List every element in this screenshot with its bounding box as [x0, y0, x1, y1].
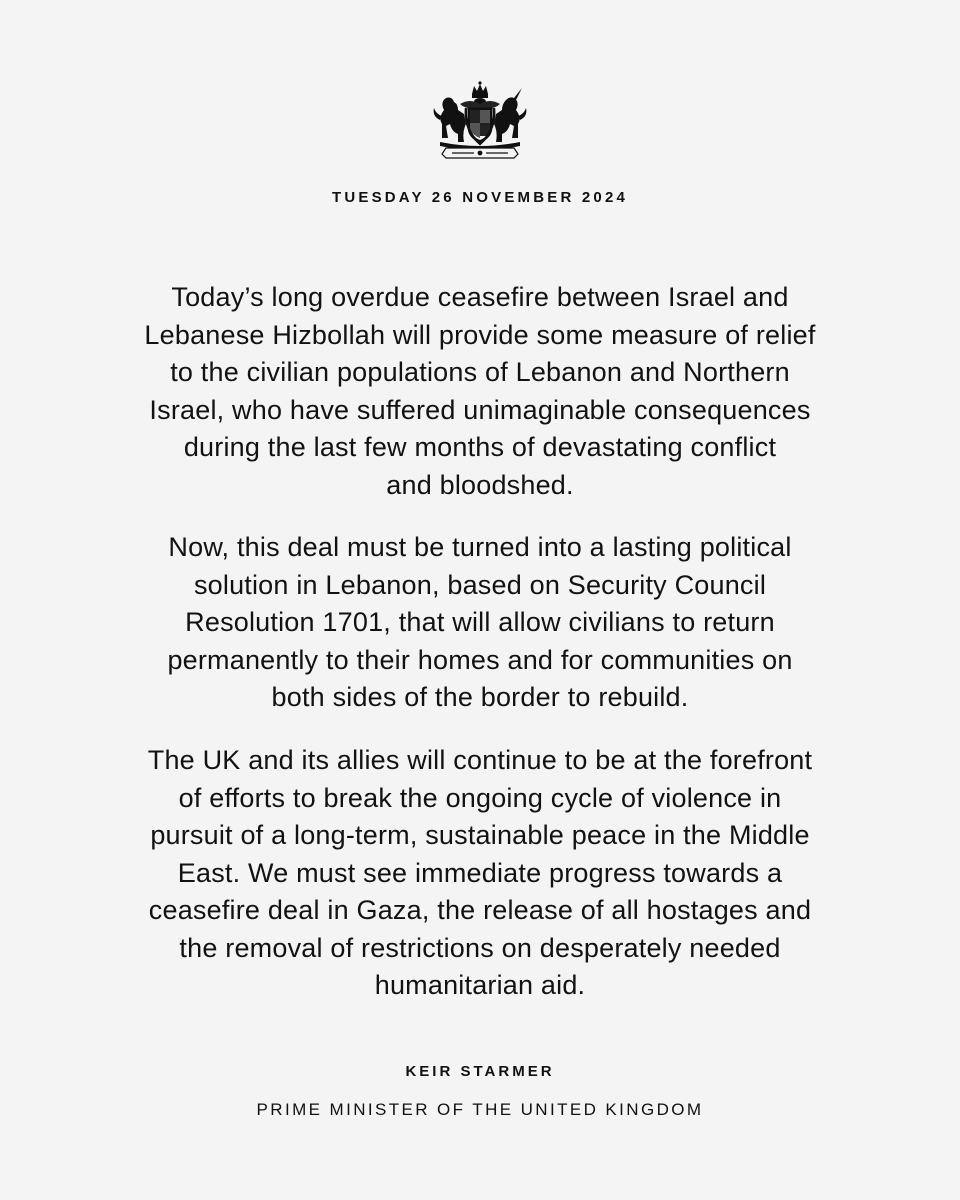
paragraph-line: Israel, who have suffered unimaginable consequences [149, 394, 811, 425]
statement-paragraph-2 [100, 529, 860, 717]
paragraph-line: permanently to their homes and for communities on [167, 644, 793, 675]
paragraph-line: to the civilian populations of Lebanon and Northern [170, 357, 790, 387]
paragraph-line: The UK and its allies will continue to be at the forefront [147, 745, 813, 775]
paragraph-line: and bloodshed. [386, 469, 574, 500]
paragraph-line: Now, this deal must be turned into a lasting political [168, 532, 792, 562]
paragraph-line: East. We must see immediate progress towards a [177, 857, 783, 888]
paragraph-line: both sides of the border to rebuild. [271, 682, 689, 712]
signatory-title: PRIME MINISTER OF THE UNITED KINGDOM [256, 1100, 704, 1119]
paragraph-line: ceasefire deal in Gaza, the release of all hostages and [148, 895, 812, 925]
statement-date: TUESDAY 26 NOVEMBER 2024 [331, 189, 629, 206]
paragraph-line: during the last few months of devastating conflict [183, 432, 777, 462]
paragraph-line: solution in Lebanon, based on Security Council [193, 569, 767, 600]
paragraph-line: of efforts to break the ongoing cycle of violence in [178, 782, 782, 813]
paragraph-line: Resolution 1701, that will allow civilians to return [185, 607, 775, 637]
signatory-name: KEIR STARMER [405, 1063, 555, 1080]
statement-paragraph-1 [100, 279, 860, 504]
paragraph-line: pursuit of a long-term, sustainable peace in the Middle [150, 820, 810, 850]
paragraph-line: Today’s long overdue ceasefire between Israel and [171, 282, 789, 312]
paragraph-line: humanitarian aid. [374, 970, 586, 1000]
paragraph-line: the removal of restrictions on desperately needed [179, 932, 781, 963]
statement-paragraph-3 [100, 742, 860, 1005]
royal-coat-of-arms-icon [426, 80, 534, 160]
paragraph-line: Lebanese Hizbollah will provide some measure of relief [144, 319, 816, 350]
